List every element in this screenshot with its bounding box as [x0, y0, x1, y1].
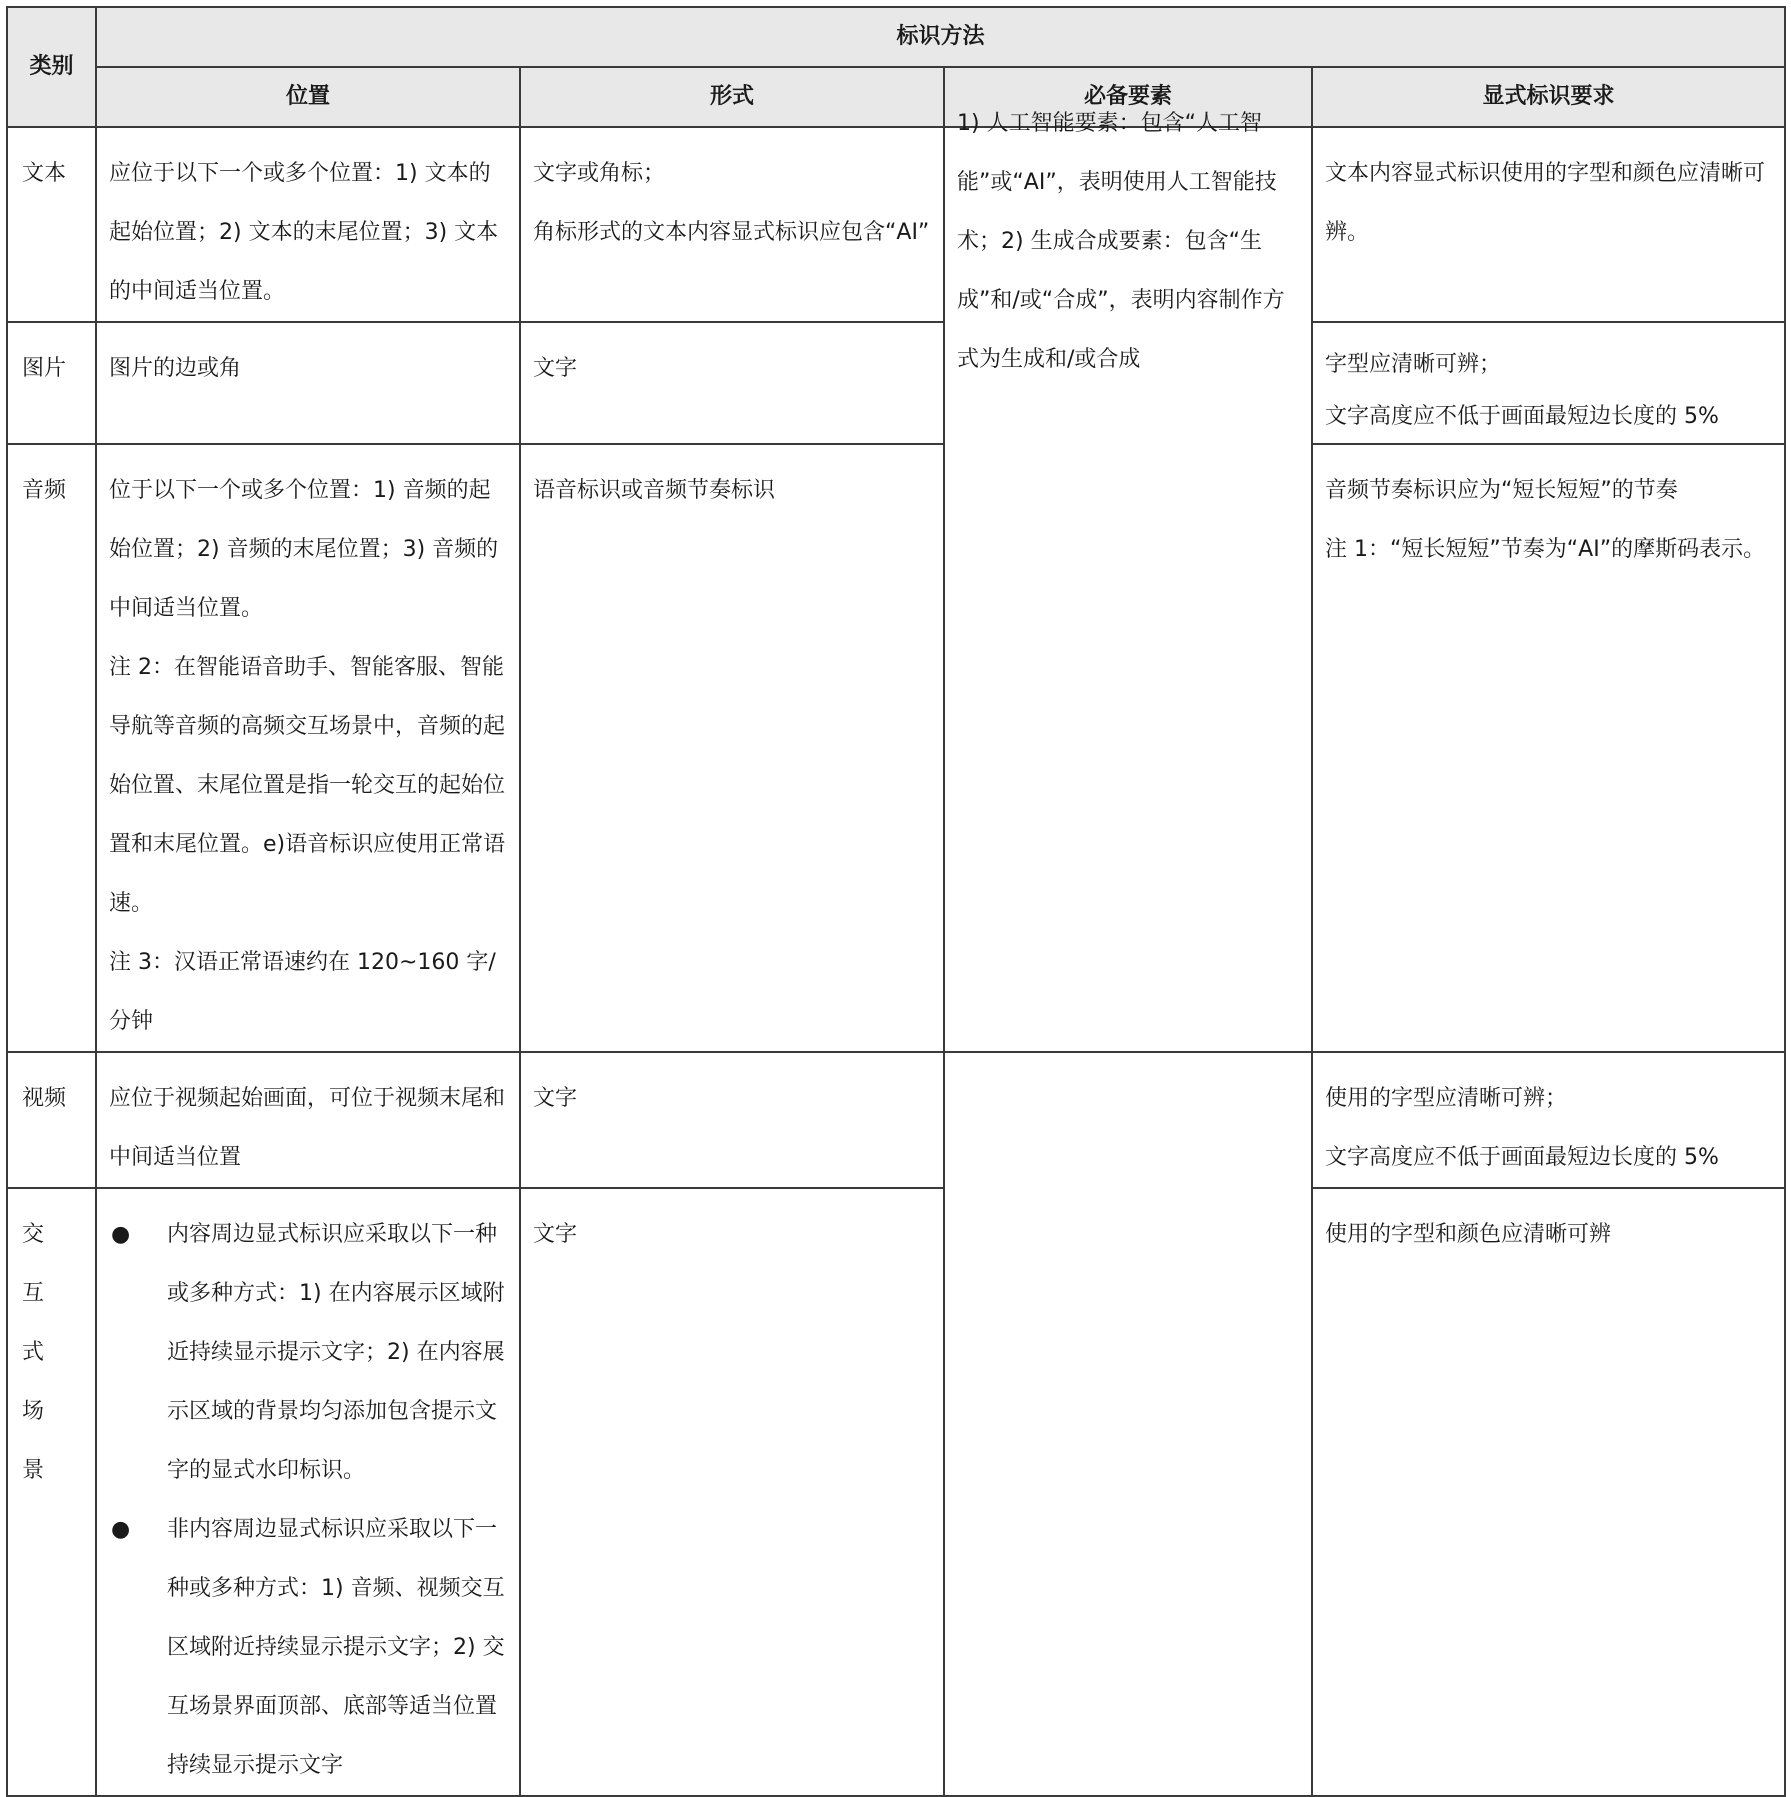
- position-cell: [96, 1188, 520, 1796]
- explicit-line: 文字高度应不低于画面最短边长度的 5%: [1325, 1145, 1719, 1170]
- header-required: 必备要素: [944, 67, 1312, 127]
- form-cell: 语音标识或音频节奏标识: [520, 444, 944, 1052]
- explicit-cell: 文本内容显式标识使用的字型和颜色应清晰可辨。: [1312, 127, 1785, 322]
- position-note: 注 2：在智能语音助手、智能客服、智能导航等音频的高频交互场景中，音频的起始位置、末尾位置是指一轮交互的起始位置和末尾位置。e)语音标识应使用正常语速。: [109, 655, 506, 916]
- form-cell: 文字: [520, 1188, 944, 1796]
- category-cell: 文本: [7, 127, 96, 322]
- header-category: 类别: [7, 7, 96, 127]
- explicit-line: 使用的字型应清晰可辨；: [1325, 1086, 1568, 1111]
- explicit-line: 文字高度应不低于画面最短边长度的 5%: [1325, 404, 1719, 429]
- explicit-cell: [1312, 1052, 1785, 1188]
- category-cell: 交互式场景: [7, 1188, 96, 1796]
- header-position: 位置: [96, 67, 520, 127]
- position-line: 非内容周边显式标识应采取以下一种或多种方式：1) 音频、视频交互区域附近持续显示提示文字；2) 交互场景界面顶部、底部等适当位置持续显示提示文字: [167, 1517, 505, 1778]
- table-row: [7, 127, 1785, 322]
- form-cell: 文字: [520, 1052, 944, 1188]
- position-cell: 应位于视频起始画面，可位于视频末尾和中间适当位置: [96, 1052, 520, 1188]
- position-cell: [96, 444, 520, 1052]
- explicit-line: 字型应清晰可辨；: [1325, 352, 1502, 377]
- header-method: 标识方法: [96, 7, 1785, 67]
- header-form: 形式: [520, 67, 944, 127]
- table-row: [7, 1188, 1785, 1796]
- explicit-cell: [1312, 322, 1785, 444]
- form-cell: [520, 127, 944, 322]
- header-explicit: 显式标识要求: [1312, 67, 1785, 127]
- position-cell: 图片的边或角: [96, 322, 520, 444]
- category-cell: 视频: [7, 1052, 96, 1188]
- explicit-cell: 使用的字型和颜色应清晰可辨: [1312, 1188, 1785, 1796]
- category-cell: 音频: [7, 444, 96, 1052]
- explicit-cell: [1312, 444, 1785, 1052]
- position-note: 注 3：汉语正常语速约在 120~160 字/分钟: [109, 950, 496, 1034]
- category-cell: 图片: [7, 322, 96, 444]
- list-item: [109, 1500, 507, 1795]
- form-line: 文字或角标；: [533, 161, 666, 186]
- explicit-line: 音频节奏标识应为“短长短短”的节奏: [1325, 478, 1678, 503]
- form-cell: 文字: [520, 322, 944, 444]
- position-cell: 应位于以下一个或多个位置：1) 文本的起始位置；2) 文本的末尾位置；3) 文本的中间适当位置。: [96, 127, 520, 322]
- table-row: [7, 444, 1785, 1052]
- position-line: 位于以下一个或多个位置：1) 音频的起始位置；2) 音频的末尾位置；3) 音频的中间适当位置。: [109, 478, 499, 621]
- bullet-icon: ●: [111, 1222, 131, 1247]
- bullet-icon: ●: [111, 1517, 131, 1542]
- table-row: [7, 322, 1785, 444]
- ai-label-spec-table: [6, 6, 1786, 1797]
- required-elements-empty-cell: [944, 1052, 1312, 1796]
- required-elements-text: 1) 人工智能要素：包含“人工智能”或“AI”，表明使用人工智能技术；2) 生成合成要素：包含“生成”和/或“合成”，表明内容制作方式为生成和/或合成: [957, 111, 1285, 372]
- required-elements-cell: [944, 111, 1312, 1052]
- form-line: 角标形式的文本内容显式标识应包含“AI”: [533, 220, 930, 245]
- list-item: [109, 1205, 507, 1500]
- position-line: 内容周边显式标识应采取以下一种或多种方式：1) 在内容展示区域附近持续显示提示文字；2) 在内容展示区域的背景均匀添加包含提示文字的显式水印标识。: [167, 1222, 505, 1483]
- table-row: [7, 1052, 1785, 1188]
- explicit-note: 注 1：“短长短短”节奏为“AI”的摩斯码表示。: [1325, 537, 1766, 562]
